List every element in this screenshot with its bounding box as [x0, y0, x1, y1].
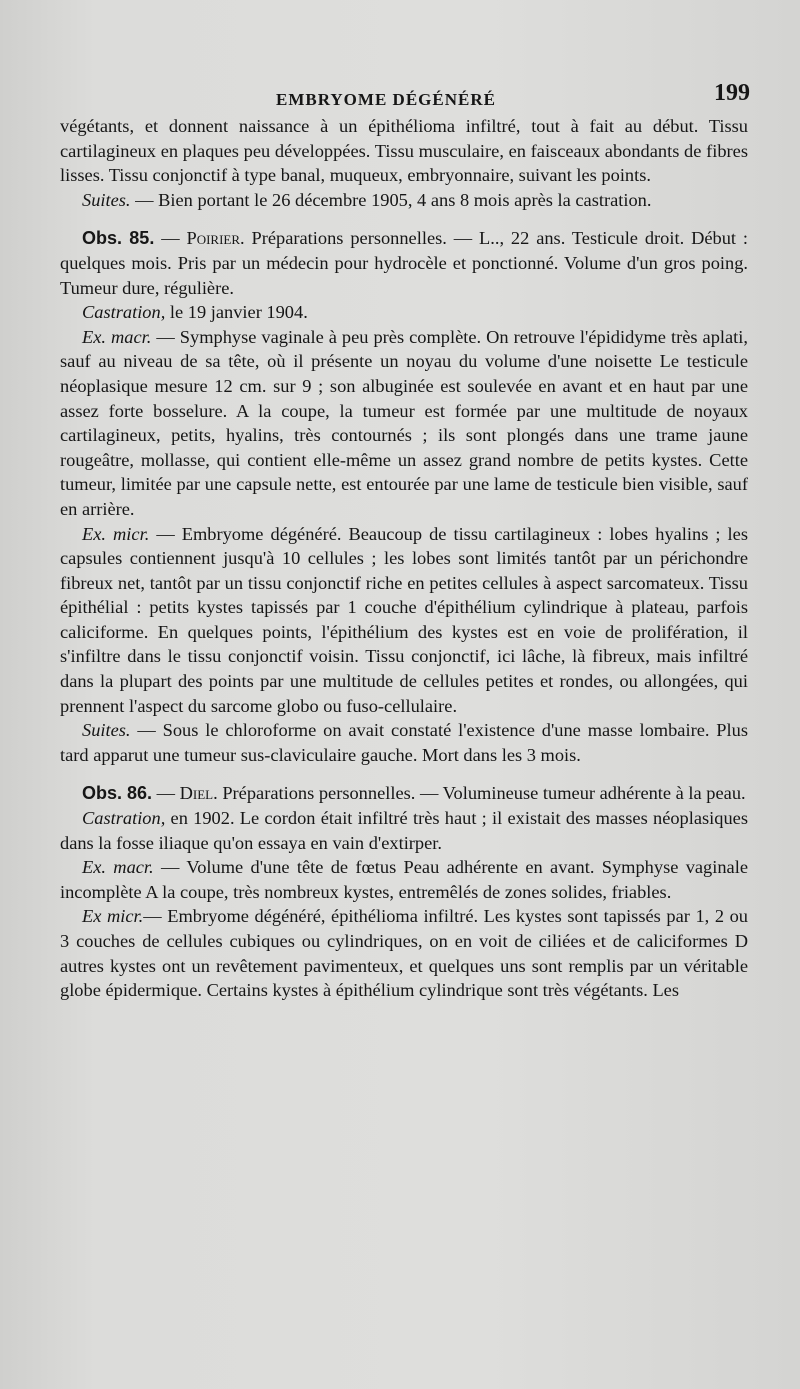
- obs-85-macro: [60, 325, 748, 522]
- obs-86-micro: [60, 904, 748, 1002]
- suites-text: — Sous le chloroforme on avait constaté l'existence d'une masse lombaire. Plus tard apparut une tumeur sus-claviculaire gauche. Mort dans les 3 mois.: [60, 720, 748, 765]
- obs-86-author: Diel: [179, 783, 214, 804]
- micro-label: Ex micr.: [82, 906, 144, 927]
- obs-86-macro: [60, 855, 748, 904]
- obs-85-micro: [60, 522, 748, 719]
- micro-label: Ex. micr.: [82, 523, 150, 544]
- castration-text: en 1902. Le cordon était infiltré très haut ; il existait des masses néoplasiques dans la fosse iliaque qu'on essaya en vain d'extirper.: [60, 808, 748, 853]
- obs-85-text: . Préparations personnelles. — L.., 22 ans. Testicule droit. Début : quelques mois. Pris par un médecin pour hydrocèle et ponctionné. Volume d'un gros poing. Tumeur dure, régulière.: [60, 228, 748, 298]
- suites-paragraph: [60, 188, 748, 213]
- obs-86-heading: Obs. 86. — Diel. Préparations personnelles. — Volumineuse tumeur adhérente à la peau.: [82, 783, 746, 804]
- suites-label: Suites.: [82, 720, 131, 741]
- castration-label: Castration,: [82, 808, 166, 829]
- macro-text: — Volume d'une tête de fœtus Peau adhérente en avant. Symphyse vaginale incomplète A la coupe, très nombreux kystes, entremêlés de zones solides, friables.: [60, 857, 748, 902]
- obs-86-text: . Préparations personnelles. — Volumineuse tumeur adhérente à la peau.: [213, 783, 746, 804]
- running-title: EMBRYOME DÉGÉNÉRÉ: [276, 90, 496, 109]
- paragraph: végétants, et donnent naissance à un épithélioma infiltré, tout à fait au début. Tissu cartilagineux en plaques peu développées. Tissu musculaire, en faisceaux abondants de fibres lisses. Tissu conjonctif à type banal, muqueux, embryonnaire, suivant les points.: [60, 116, 748, 186]
- macro-label: Ex. macr.: [82, 857, 154, 878]
- page-header: [60, 80, 748, 114]
- obs-85-heading: Obs. 85. — Poirier. Préparations personnelles. — L.., 22 ans. Testicule droit. Début : quelques mois. Pris par un médecin pour hydrocèle et ponctionné. Volume d'un gros poing. Tumeur dure, régulière.: [60, 228, 748, 298]
- macro-label: Ex. macr.: [82, 326, 152, 347]
- castration-label: Castration,: [82, 302, 166, 323]
- macro-text: — Symphyse vaginale à peu près complète. On retrouve l'épididyme très aplati, sauf au niveau de sa tête, où il présente un noyau du volume d'une noisette Le testicule néoplasique mesure 12 cm. sur 9 ; son albuginée est soulevée en avant et en haut par une assez forte bosselure. A la coupe, la tumeur est formée par une multitude de noyaux cartilagineux, petits, hyalins, très contournés ; ils sont plongés dans une trame jaune rougeâtre, mollasse, qui contient elle-même un assez grand nombre de petits kystes. Cette tumeur, limitée par une capsule nette, est entourée par une lame de testicule bien visible, sauf en arrière.: [60, 326, 748, 519]
- micro-text: — Embryome dégénéré, épithélioma infiltré. Les kystes sont tapissés par 1, 2 ou 3 couches de cellules cubiques ou cylindriques, on en voit de ciliées et de caliciformes D autres kystes ont un revêtement pavimenteux, et quelques uns sont remplis par un véritable globe épidermique. Certains kystes à épithélium cylindrique sont très végétants. Les: [60, 906, 748, 1001]
- obs-85-suites: [60, 718, 748, 767]
- body-text: [60, 114, 748, 1003]
- obs-86-castration: [60, 806, 748, 855]
- obs-85-label: Obs. 85.: [82, 228, 155, 249]
- obs-85-castration: [60, 300, 748, 325]
- suites-text: — Bien portant le 26 décembre 1905, 4 ans 8 mois après la castration.: [130, 189, 652, 210]
- castration-text: le 19 janvier 1904.: [165, 302, 308, 323]
- obs-85-author: Poirier: [186, 228, 241, 249]
- micro-text: — Embryome dégénéré. Beaucoup de tissu cartilagineux : lobes hyalins ; les capsules contiennent jusqu'à 10 cellules ; les lobes sont limités tantôt par un périchondre fibreux net, tantôt par un tissu conjonctif riche en petites cellules à aspect sarcomateux. Tissu épithélial : petits kystes tapissés par 1 couche d'épithélium cylindrique à plateau, parfois caliciforme. En quelques points, l'épithélium des kystes est en voie de prolifération, il s'infiltre dans le tissu conjonctif voisin. Tissu conjonctif, ici lâche, là fibreux, mais infiltré dans la plupart des points par une multitude de cellules petites et rondes, ou allongées, qui prennent l'aspect du sarcome globo ou fuso-cellulaire.: [60, 523, 748, 716]
- obs-86-label: Obs. 86.: [82, 783, 153, 804]
- page-number: 199: [714, 80, 750, 106]
- suites-label: Suites.: [82, 189, 131, 210]
